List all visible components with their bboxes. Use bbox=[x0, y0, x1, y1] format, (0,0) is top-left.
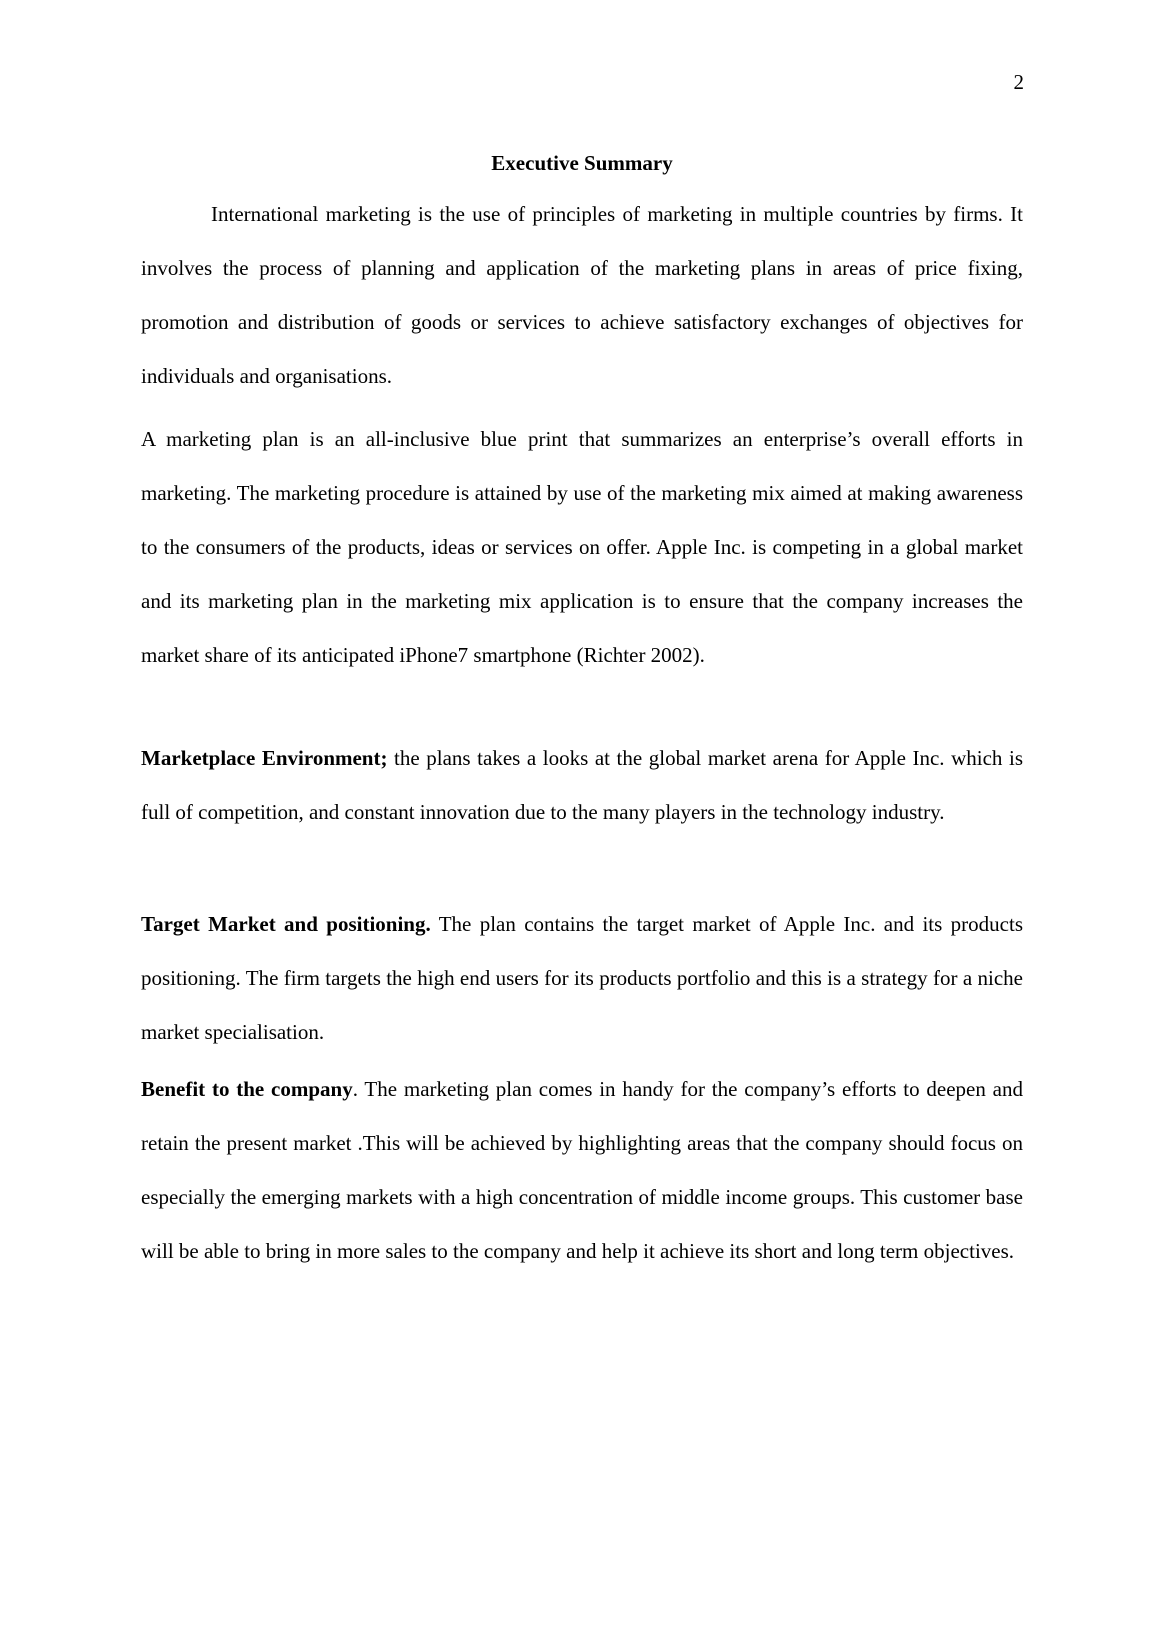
benefit-heading: Benefit to the company bbox=[141, 1077, 353, 1101]
target-market-paragraph bbox=[141, 897, 1023, 1059]
benefit-paragraph bbox=[141, 1062, 1023, 1278]
benefit-text: . The marketing plan comes in handy for the company’s efforts to deepen and retain the present market .This will be achieved by highlighting areas that the company should focus on especially the emerging markets with a high concentration of middle income groups. This customer base will be able to bring in more sales to the company and help it achieve its short and long term objectives. bbox=[141, 1077, 1023, 1263]
intro-paragraph: International marketing is the use of principles of marketing in multiple countries by firms. It involves the process of planning and application of the marketing plans in areas of price fixing, promotion and distribution of goods or services to achieve satisfactory exchanges of objectives for individuals and organisations. bbox=[141, 202, 1023, 388]
target-market-heading: Target Market and positioning. bbox=[141, 912, 431, 936]
target-market-text: The plan contains the target market of Apple Inc. and its products positioning. The firm targets the high end users for its products portfolio and this is a strategy for a niche market specialisation. bbox=[141, 912, 1023, 1044]
marketing-plan-paragraph: A marketing plan is an all-inclusive blue print that summarizes an enterprise’s overall efforts in marketing. The marketing procedure is attained by use of the marketing mix aimed at making awareness to the consumers of the products, ideas or services on offer. Apple Inc. is competing in a global market and its marketing plan in the marketing mix application is to ensure that the company increases the market share of its anticipated iPhone7 smartphone (Richter 2002). bbox=[141, 427, 1023, 667]
marketplace-paragraph bbox=[141, 731, 1023, 839]
page-number: 2 bbox=[1013, 70, 1024, 94]
marketplace-heading: Marketplace Environment; bbox=[141, 746, 388, 770]
marketplace-text: the plans takes a looks at the global market arena for Apple Inc. which is full of competition, and constant innovation due to the many players in the technology industry. bbox=[141, 746, 1023, 824]
page-title: Executive Summary bbox=[491, 151, 673, 175]
